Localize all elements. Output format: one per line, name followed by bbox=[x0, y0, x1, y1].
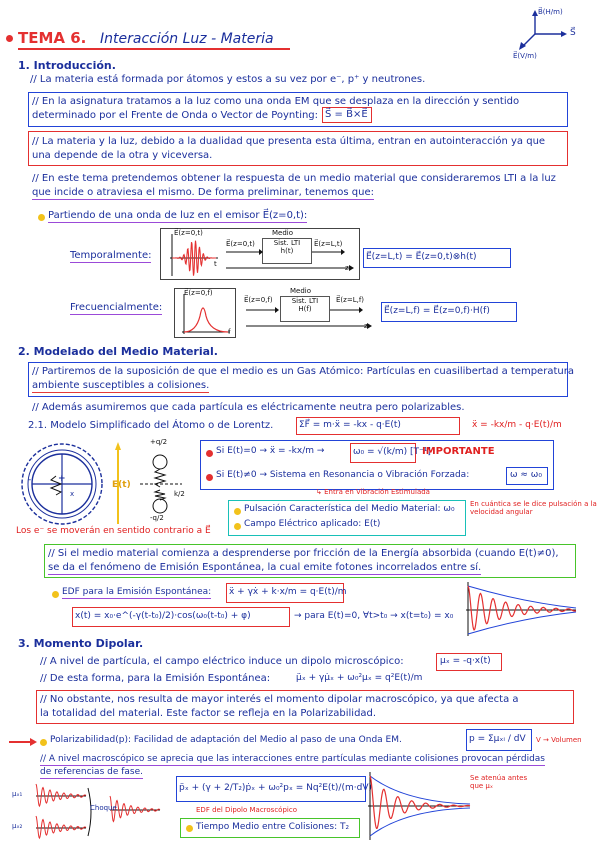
mu-2-label: μₓ₂ bbox=[12, 822, 23, 830]
edf-dot bbox=[52, 591, 59, 598]
edf-eq: ẍ + γẋ + k·x/m = q·E(t)/m bbox=[229, 587, 347, 597]
temporal-eq: E⃗(z=L,t) = E⃗(z=0,t)⊗h(t) bbox=[366, 252, 477, 262]
axis-s-label: S⃗ bbox=[570, 28, 576, 38]
temporal-lti-name: Sist. LTI bbox=[273, 239, 301, 247]
s1-paragraph-1: // La materia está formada por átomos y estos a su vez por e⁻, p⁺ y neutrones. bbox=[30, 74, 426, 85]
s1-bullet-dot bbox=[38, 214, 45, 221]
s3-paragraph-2-eq: μ̈ₓ + γμ̇ₓ + ω₀²μₓ = q²E(t)/m bbox=[296, 673, 423, 683]
freq-in-label: E⃗(z=0,f) bbox=[244, 296, 273, 304]
edf-label: EDF para la Emisión Espontánea: bbox=[62, 587, 212, 597]
temporal-graph-label: E⃗(z=0,t) bbox=[174, 229, 203, 237]
choque-label: Choque bbox=[90, 804, 117, 812]
freq-arrows bbox=[244, 306, 384, 330]
temporal-z: z bbox=[345, 264, 349, 272]
case-2-text: Si E(t)≠0 → Sistema en Resonancia o Vibración Forzada: bbox=[216, 470, 470, 480]
omega-cond: ω ≈ ω₀ bbox=[510, 470, 542, 480]
section-1-heading: 1. Introducción. bbox=[18, 59, 116, 72]
force-eq: ΣF⃗ = m·ẍ = -kx - q·E(t) bbox=[299, 420, 401, 430]
temporal-out-label: E⃗(z=L,t) bbox=[314, 240, 343, 248]
s2-paragraph-1b: ambiente susceptibles a colisiones. bbox=[32, 380, 210, 391]
freq-z: z bbox=[364, 322, 368, 330]
s2-paragraph-3b: se da el fenómeno de Emisión Espontánea, la cual emite fotones incorrelados entre sí. bbox=[48, 562, 482, 573]
campo-dot bbox=[234, 523, 241, 530]
temporal-lti-h: h(t) bbox=[280, 247, 294, 255]
tiempo-text: Tiempo Medio entre Colisiones: T₂ bbox=[196, 822, 350, 832]
tiempo-dot bbox=[186, 825, 193, 832]
quantum-note: En cuántica se le dice pulsación a la velocidad angular bbox=[470, 500, 597, 516]
mu-1-label: μₓ₁ bbox=[12, 790, 23, 798]
s1-paragraph-3a: // La materia y la luz, debido a la dualidad que presenta esta última, entran en autointeracción ya que bbox=[32, 136, 546, 147]
s3-paragraph-4a: // A nivel macroscópico se aprecia que las interacciones entre partículas mediante colisiones provocan pérdidas bbox=[40, 754, 545, 764]
s3-paragraph-4b: de referencias de fase. bbox=[40, 767, 143, 777]
page-subtitle: Interacción Luz - Materia bbox=[100, 31, 274, 47]
edf-macro-label: EDF del Dipolo Macroscópico bbox=[196, 806, 297, 814]
s2-1-heading: 2.1. Modelo Simplificado del Átomo o de Lorentz. bbox=[28, 420, 274, 431]
s1-paragraph-2b: determinado por el Frente de Onda o Vector de Poynting: bbox=[32, 110, 319, 121]
section-2-heading: 2. Modelado del Medio Material. bbox=[18, 345, 218, 358]
page-title: TEMA 6. bbox=[18, 29, 87, 47]
s1-paragraph-4b: que incide o atraviesa el mismo. De forma preliminar, tenemos que: bbox=[32, 187, 374, 198]
atom-charge-top: +q/2 bbox=[150, 438, 168, 446]
case-2-note: ↳ Entra en Vibración Estimulada bbox=[316, 488, 430, 496]
case-2-dot bbox=[206, 474, 213, 481]
s1-paragraph-2a: // En la asignatura tratamos a la luz como una onda EM que se desplaza en la dirección y sentido bbox=[32, 96, 520, 107]
pol-arrow bbox=[8, 736, 38, 748]
puls-dot bbox=[234, 508, 241, 515]
freq-out-label: E⃗(z=L,f) bbox=[336, 296, 365, 304]
s1-paragraph-4a: // En este tema pretendemos obtener la respuesta de un medio material que consideraremos LTI a la luz bbox=[32, 173, 556, 184]
field-text: Campo Eléctrico aplicado: E(t) bbox=[244, 519, 381, 529]
pol-eq: p = Σμₓᵢ / dV bbox=[469, 734, 526, 744]
case-1-dot bbox=[206, 450, 213, 457]
x-result: → para E(t)=0, ∀t>t₀ → x(t=t₀) = x₀ bbox=[294, 611, 454, 621]
title-underline bbox=[18, 48, 290, 50]
pulsation-text: Pulsación Característica del Medio Material: ω₀ bbox=[244, 504, 455, 514]
mu-eq: μₓ = -q·x(t) bbox=[440, 656, 491, 666]
polarizability-text: Polarizabilidad(p): Facilidad de adaptación del Medio al paso de una Onda EM. bbox=[50, 735, 402, 745]
freq-medio: Medio bbox=[290, 287, 312, 295]
x-eq: x(t) = x₀·e^(-γ(t-t₀)/2)·cos(ω₀(t-t₀) + φ) bbox=[75, 611, 251, 621]
freq-graph-label: E⃗(z=0,f) bbox=[184, 289, 213, 297]
temporal-medio: Medio bbox=[272, 229, 294, 237]
s1-bullet-text: Partiendo de una onda de luz en el emisor E⃗(z=0,t): bbox=[48, 210, 308, 221]
s3-paragraph-2: // De esta forma, para la Emisión Espontánea: bbox=[40, 673, 271, 684]
s3-paragraph-3a: // No obstante, nos resulta de mayor interés el momento dipolar macroscópico, ya que afecta a bbox=[40, 694, 519, 705]
macro-eq: p̈ₓ + (γ + 2/T₂)ṗₓ + ω₀²pₓ = Nq²E(t)/(m·dV) bbox=[179, 783, 372, 793]
s1-paragraph-3b: una depende de la otra y viceversa. bbox=[32, 150, 213, 161]
pol-dot bbox=[40, 739, 47, 746]
important-label: IMPORTANTE bbox=[422, 446, 495, 457]
freq-spectrum-graph bbox=[178, 292, 234, 336]
atom-minus: - bbox=[28, 475, 32, 485]
freq-eq: E⃗(z=L,f) = E⃗(z=0,f)·H(f) bbox=[384, 306, 490, 316]
title-bullet bbox=[6, 35, 13, 42]
freq-graph-axis: f bbox=[228, 328, 231, 336]
axis-b-label: B⃗(H/m) bbox=[538, 8, 563, 16]
axis-e-label: E⃗(V/m) bbox=[513, 52, 537, 60]
s3-paragraph-1: // A nivel de partícula, el campo eléctrico induce un dipolo microscópico: bbox=[40, 656, 404, 667]
freq-lti-name: Sist. LTI bbox=[291, 297, 319, 305]
temporal-arrows bbox=[224, 248, 364, 272]
section-3-heading: 3. Momento Dipolar. bbox=[18, 637, 144, 650]
s2-paragraph-2: // Además asumiremos que cada partícula es eléctricamente neutra pero polarizables. bbox=[32, 402, 465, 413]
atom-plus: + bbox=[58, 474, 66, 484]
pol-note: V → Volumen bbox=[536, 736, 582, 744]
s3-paragraph-3b: la totalidad del material. Este factor se refleja en la Polarizabilidad. bbox=[40, 708, 377, 719]
temporal-pulse-graph bbox=[166, 232, 222, 278]
atom-field: E(t) bbox=[112, 480, 131, 490]
temporal-label: Temporalmente: bbox=[70, 250, 152, 261]
frequency-label: Frecuencialmente: bbox=[70, 302, 163, 313]
poynting-formula: S⃗ = B⃗×E⃗ bbox=[325, 109, 368, 120]
atenua-note: Se atenúa antes que μₓ bbox=[470, 774, 528, 790]
macro-decay-graph bbox=[364, 770, 474, 842]
electron-note: Los e⁻ se moverán en sentido contrario a E⃗ bbox=[16, 526, 211, 536]
temporal-in-label: E⃗(z=0,t) bbox=[226, 240, 255, 248]
atom-x: x bbox=[70, 490, 75, 498]
omega-eq: ω₀ = √(k/m) [T⁻¹] bbox=[353, 447, 431, 457]
collision-graphs bbox=[10, 780, 170, 846]
s2-paragraph-1a: // Partiremos de la suposición de que el medio es un Gas Atómico: Partículas en cuasilibertad a temperatura bbox=[32, 366, 574, 377]
atom-spring: k/2 bbox=[174, 490, 185, 498]
damped-oscillation-graph bbox=[462, 580, 582, 638]
atom-model-diagram bbox=[12, 436, 202, 536]
freq-lti-h: H(f) bbox=[298, 305, 312, 313]
s2-paragraph-3a: // Si el medio material comienza a desprenderse por fricción de la Energía absorbida (cuando E(t)≠0), bbox=[48, 548, 559, 559]
accel-eq: ẍ = -kx/m - q·E(t)/m bbox=[472, 420, 562, 430]
temporal-graph-axis: t bbox=[214, 260, 217, 268]
atom-charge-bottom: -q/2 bbox=[150, 514, 164, 522]
case-1-text: Si E(t)=0 → ẍ = -kx/m → bbox=[216, 446, 325, 456]
